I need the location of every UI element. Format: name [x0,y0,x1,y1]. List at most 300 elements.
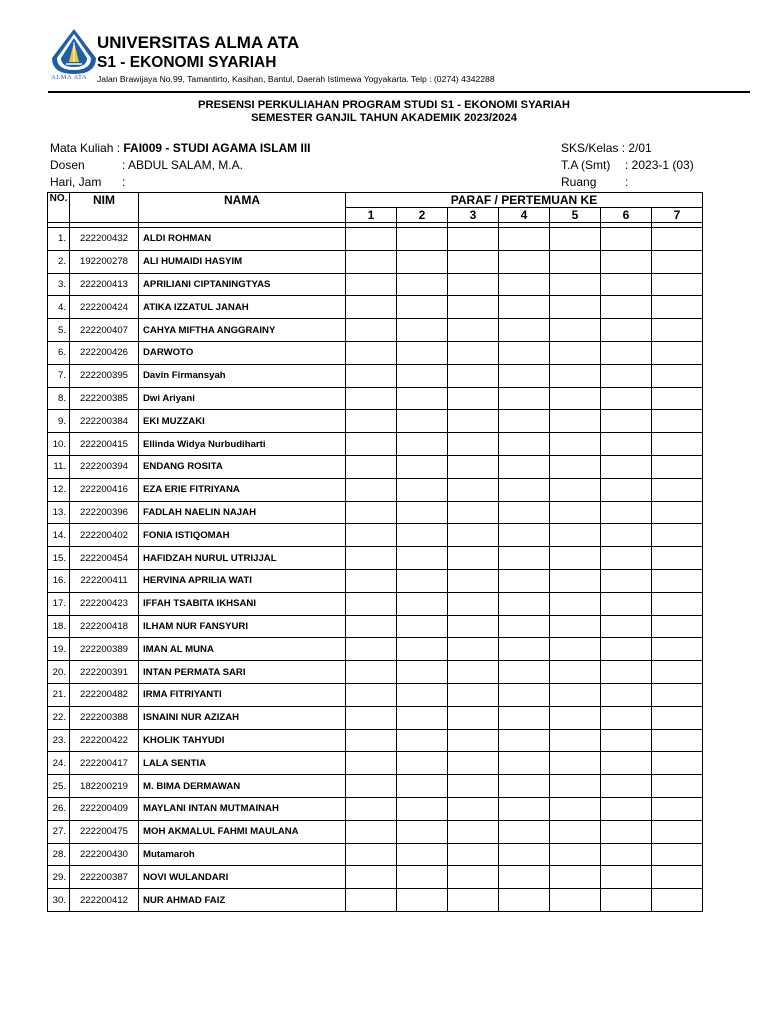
signature-cell [499,524,550,547]
row-number: 16. [48,569,70,592]
signature-cell [499,296,550,319]
signature-cell [397,729,448,752]
lecturer-label: Dosen [50,158,85,172]
meeting-header: 2 [397,208,448,223]
signature-cell [601,843,652,866]
meeting-header: 1 [346,208,397,223]
signature-cell [499,820,550,843]
signature-cell [652,319,703,342]
student-nim: 222200396 [70,501,139,524]
signature-cell [601,592,652,615]
table-row [48,592,703,615]
student-name: HAFIDZAH NURUL UTRIJJAL [139,547,346,570]
signature-cell [499,250,550,273]
signature-cell [397,228,448,251]
student-name: NOVI WULANDARI [139,866,346,889]
signature-cell [652,501,703,524]
signature-cell [601,866,652,889]
signature-cell [397,706,448,729]
table-row [48,615,703,638]
signature-cell [550,729,601,752]
student-name: Mutamaroh [139,843,346,866]
signature-cell [346,228,397,251]
academic-year-label: T.A (Smt) [561,158,611,172]
signature-cell [499,228,550,251]
signature-cell [448,341,499,364]
signature-cell [550,273,601,296]
row-number: 14. [48,524,70,547]
student-name: DARWOTO [139,341,346,364]
row-number: 12. [48,478,70,501]
signature-cell [652,433,703,456]
row-number: 23. [48,729,70,752]
signature-cell [652,341,703,364]
student-nim: 222200395 [70,364,139,387]
signature-cell [448,752,499,775]
student-nim: 222200482 [70,683,139,706]
row-number: 8. [48,387,70,410]
signature-cell [397,410,448,433]
signature-cell [499,273,550,296]
student-name: M. BIMA DERMAWAN [139,775,346,798]
signature-cell [499,866,550,889]
table-row [48,387,703,410]
signature-cell [550,615,601,638]
signature-cell [448,387,499,410]
student-name: ATIKA IZZATUL JANAH [139,296,346,319]
student-nim: 222200426 [70,341,139,364]
signature-cell [448,455,499,478]
student-nim: 222200413 [70,273,139,296]
signature-cell [499,319,550,342]
signature-cell [652,729,703,752]
signature-cell [499,592,550,615]
signature-cell [550,524,601,547]
signature-cell [550,364,601,387]
signature-cell [397,387,448,410]
signature-cell [601,524,652,547]
signature-cell [550,410,601,433]
table-row [48,820,703,843]
col-header-nim: NIM [70,193,139,223]
signature-cell [346,729,397,752]
signature-cell [448,250,499,273]
signature-cell [601,478,652,501]
signature-cell [601,820,652,843]
row-number: 13. [48,501,70,524]
signature-cell [346,296,397,319]
table-row [48,661,703,684]
signature-cell [397,273,448,296]
row-number: 3. [48,273,70,296]
signature-cell [397,820,448,843]
day-time-label: Hari, Jam [50,175,102,189]
signature-cell [550,228,601,251]
row-number: 22. [48,706,70,729]
signature-cell [499,683,550,706]
doc-subtitle: SEMESTER GANJIL TAHUN AKADEMIK 2023/2024 [251,112,517,124]
signature-cell [499,889,550,912]
signature-cell [346,569,397,592]
signature-cell [652,866,703,889]
signature-cell [550,843,601,866]
student-name: ALI HUMAIDI HASYIM [139,250,346,273]
student-name: EKI MUZZAKI [139,410,346,433]
signature-cell [652,683,703,706]
signature-cell [550,661,601,684]
signature-cell [448,524,499,547]
student-nim: 222200418 [70,615,139,638]
row-number: 26. [48,797,70,820]
table-row [48,752,703,775]
signature-cell [499,569,550,592]
meeting-header: 6 [601,208,652,223]
table-row [48,478,703,501]
signature-cell [601,797,652,820]
signature-cell [601,228,652,251]
student-name: FADLAH NAELIN NAJAH [139,501,346,524]
student-name: FONIA ISTIQOMAH [139,524,346,547]
signature-cell [499,661,550,684]
col-header-no: NO. [48,193,70,223]
signature-cell [346,706,397,729]
university-name: UNIVERSITAS ALMA ATA [97,33,300,52]
signature-cell [652,775,703,798]
student-nim: 222200411 [70,569,139,592]
signature-cell [652,889,703,912]
signature-cell [346,364,397,387]
signature-cell [652,638,703,661]
student-name: Dwi Ariyani [139,387,346,410]
row-number: 7. [48,364,70,387]
student-nim: 222200412 [70,889,139,912]
signature-cell [397,866,448,889]
signature-cell [601,250,652,273]
signature-cell [601,273,652,296]
signature-cell [550,387,601,410]
signature-cell [346,547,397,570]
student-name: ISNAINI NUR AZIZAH [139,706,346,729]
signature-cell [448,729,499,752]
table-row [48,797,703,820]
signature-cell [448,866,499,889]
signature-cell [652,706,703,729]
row-number: 2. [48,250,70,273]
row-number: 4. [48,296,70,319]
signature-cell [652,273,703,296]
signature-cell [601,615,652,638]
student-nim: 222200388 [70,706,139,729]
signature-cell [601,706,652,729]
student-nim: 222200407 [70,319,139,342]
table-row [48,729,703,752]
signature-cell [397,455,448,478]
signature-cell [652,524,703,547]
student-nim: 222200402 [70,524,139,547]
table-row [48,569,703,592]
signature-cell [346,524,397,547]
signature-cell [601,547,652,570]
row-number: 18. [48,615,70,638]
signature-cell [652,455,703,478]
signature-cell [499,843,550,866]
attendance-table [47,192,703,912]
signature-cell [499,797,550,820]
room-label: Ruang [561,175,597,189]
signature-cell [346,866,397,889]
student-nim: 182200219 [70,775,139,798]
table-row [48,341,703,364]
row-number: 30. [48,889,70,912]
signature-cell [499,547,550,570]
student-nim: 222200416 [70,478,139,501]
signature-cell [346,592,397,615]
signature-cell [652,478,703,501]
signature-cell [346,752,397,775]
table-row [48,889,703,912]
meeting-header: 4 [499,208,550,223]
signature-cell [499,478,550,501]
signature-cell [652,547,703,570]
signature-cell [601,455,652,478]
row-number: 21. [48,683,70,706]
col-header-paraf: PARAF / PERTEMUAN KE [346,193,703,208]
signature-cell [601,752,652,775]
signature-cell [601,364,652,387]
signature-cell [397,615,448,638]
signature-cell [550,296,601,319]
signature-cell [601,387,652,410]
signature-cell [601,433,652,456]
row-number: 28. [48,843,70,866]
signature-cell [346,683,397,706]
signature-cell [550,433,601,456]
signature-cell [397,547,448,570]
student-name: NUR AHMAD FAIZ [139,889,346,912]
signature-cell [652,797,703,820]
course-label: Mata Kuliah : [50,141,121,155]
signature-cell [448,889,499,912]
signature-cell [346,250,397,273]
signature-cell [448,638,499,661]
student-nim: 222200384 [70,410,139,433]
row-number: 20. [48,661,70,684]
signature-cell [346,319,397,342]
signature-cell [652,250,703,273]
signature-cell [652,364,703,387]
student-name: ILHAM NUR FANSYURI [139,615,346,638]
signature-cell [550,638,601,661]
signature-cell [448,364,499,387]
signature-cell [346,433,397,456]
table-row [48,273,703,296]
signature-cell [499,387,550,410]
signature-cell [499,410,550,433]
header-divider [48,91,750,93]
signature-cell [550,889,601,912]
table-row [48,547,703,570]
signature-cell [397,524,448,547]
signature-cell [499,455,550,478]
signature-cell [346,843,397,866]
signature-cell [346,387,397,410]
signature-cell [499,706,550,729]
signature-cell [499,775,550,798]
table-row [48,866,703,889]
signature-cell [397,889,448,912]
signature-cell [499,729,550,752]
student-name: Ellinda Widya Nurbudiharti [139,433,346,456]
col-header-name: NAMA [139,193,346,223]
signature-cell [397,752,448,775]
row-number: 25. [48,775,70,798]
signature-cell [601,501,652,524]
table-row [48,250,703,273]
signature-cell [448,797,499,820]
table-row [48,843,703,866]
signature-cell [652,569,703,592]
table-row [48,410,703,433]
signature-cell [448,273,499,296]
signature-cell [601,775,652,798]
row-number: 27. [48,820,70,843]
signature-cell [601,683,652,706]
signature-cell [448,547,499,570]
signature-cell [601,410,652,433]
signature-cell [397,341,448,364]
row-number: 1. [48,228,70,251]
table-row [48,455,703,478]
student-name: LALA SENTIA [139,752,346,775]
student-nim: 222200409 [70,797,139,820]
credits-class: SKS/Kelas : 2/01 [561,141,652,155]
signature-cell [550,341,601,364]
signature-cell [448,843,499,866]
student-nim: 222200387 [70,866,139,889]
student-nim: 192200278 [70,250,139,273]
signature-cell [397,433,448,456]
academic-year-value: : 2023-1 (03) [625,158,694,172]
signature-cell [601,319,652,342]
signature-cell [652,387,703,410]
student-name: MAYLANI INTAN MUTMAINAH [139,797,346,820]
signature-cell [601,569,652,592]
row-number: 17. [48,592,70,615]
student-name: Davin Firmansyah [139,364,346,387]
signature-cell [601,661,652,684]
signature-cell [397,683,448,706]
signature-cell [397,797,448,820]
signature-cell [397,843,448,866]
signature-cell [397,478,448,501]
row-number: 11. [48,455,70,478]
table-row [48,683,703,706]
signature-cell [346,661,397,684]
signature-cell [346,455,397,478]
signature-cell [448,592,499,615]
signature-cell [448,410,499,433]
signature-cell [652,843,703,866]
row-number: 15. [48,547,70,570]
signature-cell [499,615,550,638]
signature-cell [346,889,397,912]
doc-title: PRESENSI PERKULIAHAN PROGRAM STUDI S1 - EKONOMI SYARIAH [198,99,570,111]
signature-cell [652,228,703,251]
meeting-header: 7 [652,208,703,223]
signature-cell [499,638,550,661]
student-name: INTAN PERMATA SARI [139,661,346,684]
row-number: 6. [48,341,70,364]
signature-cell [346,797,397,820]
signature-cell [550,592,601,615]
student-name: ALDI ROHMAN [139,228,346,251]
signature-cell [448,775,499,798]
student-nim: 222200430 [70,843,139,866]
table-row [48,524,703,547]
signature-cell [346,775,397,798]
signature-cell [346,501,397,524]
table-row [48,228,703,251]
signature-cell [346,820,397,843]
signature-cell [550,775,601,798]
signature-cell [397,661,448,684]
signature-cell [601,296,652,319]
signature-cell [448,501,499,524]
student-nim: 222200422 [70,729,139,752]
signature-cell [550,866,601,889]
signature-cell [448,820,499,843]
table-row [48,706,703,729]
student-name: ENDANG ROSITA [139,455,346,478]
signature-cell [448,228,499,251]
address: Jalan Brawijaya No.99, Tamantirto, Kasihan, Bantul, Daerah Istimewa Yogyakarta. Telp : (0274) 4342288 [97,74,495,84]
signature-cell [397,638,448,661]
signature-cell [448,683,499,706]
student-name: EZA ERIE FITRIYANA [139,478,346,501]
signature-cell [601,638,652,661]
signature-cell [601,889,652,912]
meeting-header: 3 [448,208,499,223]
signature-cell [397,364,448,387]
signature-cell [397,592,448,615]
table-row [48,775,703,798]
signature-cell [652,820,703,843]
signature-cell [499,433,550,456]
signature-cell [499,752,550,775]
signature-cell [448,569,499,592]
table-row [48,638,703,661]
course-value: FAI009 - STUDI AGAMA ISLAM III [123,141,311,155]
table-row [48,296,703,319]
signature-cell [601,341,652,364]
signature-cell [397,296,448,319]
lecturer-value: : ABDUL SALAM, M.A. [122,158,243,172]
signature-cell [550,250,601,273]
student-nim: 222200423 [70,592,139,615]
student-nim: 222200415 [70,433,139,456]
signature-cell [448,706,499,729]
signature-cell [550,683,601,706]
student-name: KHOLIK TAHYUDI [139,729,346,752]
signature-cell [397,319,448,342]
signature-cell [346,638,397,661]
signature-cell [652,661,703,684]
signature-cell [652,752,703,775]
signature-cell [550,319,601,342]
table-row [48,501,703,524]
student-nim: 222200394 [70,455,139,478]
row-number: 10. [48,433,70,456]
